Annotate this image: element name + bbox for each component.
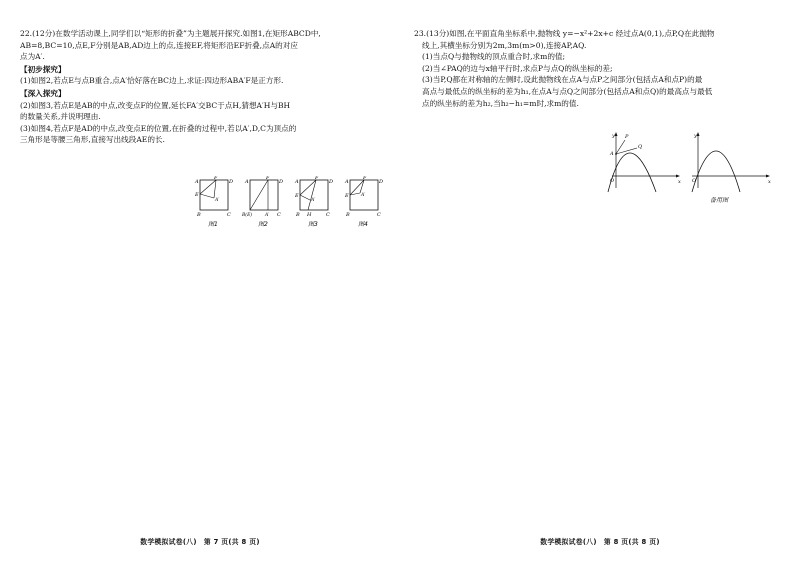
question-3-line2: 三角形是等腰三角形,直接写出线段AE的长. bbox=[20, 135, 165, 145]
section-initial-explore: 【初步探究】 bbox=[20, 64, 66, 74]
right-page-footer: 数学模拟试卷(八) 第 8 页(共 8 页) bbox=[540, 538, 660, 546]
fig1-label-B: B bbox=[197, 212, 201, 218]
main-label-Q: Q bbox=[638, 144, 643, 150]
fig3-label-C: C bbox=[326, 212, 330, 218]
right-page bbox=[400, 0, 800, 566]
figure-3 bbox=[294, 176, 333, 228]
problem-23-header: 23.(13分)如图,在平面直角坐标系中,抛物线 y=−x²+2x+c 经过点A(0,1),点P,Q在此抛物 bbox=[414, 29, 715, 38]
parabola-main-figure bbox=[608, 132, 681, 192]
section-deep-explore: 【深入探究】 bbox=[20, 88, 66, 98]
fig4-caption: 图4 bbox=[358, 221, 368, 228]
folding-figures bbox=[192, 176, 392, 232]
main-label-P: P bbox=[625, 134, 629, 140]
problem-22-line2: AB=8,BC=10,点E,F分别是AB,AD边上的点,连接EF,将矩形沿EF折叠,点A的对应 bbox=[20, 40, 298, 50]
parabola-figures bbox=[600, 130, 780, 206]
fig4-label-D: D bbox=[379, 179, 384, 185]
fig4-label-A-prime: A′ bbox=[361, 193, 366, 198]
figure-1 bbox=[194, 176, 233, 228]
question-2-line1: (2)如图3,若点E是AB的中点,改变点F的位置,延长FA′交BC于点H,猜想A′H与BH bbox=[20, 100, 291, 110]
main-label-O: O bbox=[610, 178, 615, 184]
spare-label-O: O bbox=[692, 178, 697, 184]
fig3-label-E: E bbox=[295, 193, 299, 199]
fig4-label-F: F bbox=[363, 176, 367, 181]
fig1-caption: 图1 bbox=[208, 221, 218, 228]
parabola-spare-figure bbox=[692, 132, 771, 204]
problem-22-line3: 点为A′. bbox=[20, 52, 45, 62]
fig3-label-A: A bbox=[295, 179, 299, 185]
fig1-label-A-prime: A′ bbox=[215, 198, 220, 203]
fig2-label-D: D bbox=[279, 179, 284, 185]
fig4-label-C: C bbox=[377, 212, 381, 218]
question-1: (1)如图2,若点E与点B重合,点A′恰好落在BC边上,求证:四边形ABA′F是正方形. bbox=[20, 76, 284, 86]
left-page-footer: 数学模拟试卷(八) 第 7 页(共 8 页) bbox=[140, 538, 260, 546]
spare-figure-caption: 备用图 bbox=[710, 197, 729, 204]
figure-2 bbox=[241, 176, 283, 228]
fig1-label-A: A bbox=[195, 179, 199, 185]
figure-4 bbox=[344, 176, 383, 228]
fig3-caption: 图3 bbox=[308, 221, 318, 228]
fig3-label-H: H bbox=[307, 212, 312, 218]
problem-23 bbox=[414, 28, 786, 109]
fig3-label-F: F bbox=[315, 176, 319, 181]
fig4-label-E: E bbox=[345, 193, 349, 199]
spare-label-x: x bbox=[768, 179, 771, 185]
fig1-label-F: F bbox=[214, 176, 218, 181]
main-label-y: y bbox=[612, 133, 615, 139]
question-2: (2)当∠PAQ的边与x轴平行时,求点P与点Q的纵坐标的差; bbox=[422, 63, 613, 73]
fig1-label-E: E bbox=[195, 192, 199, 198]
question-1: (1)当点Q与抛物线的顶点重合时,求m的值; bbox=[422, 52, 566, 62]
main-label-x: x bbox=[678, 179, 681, 185]
question-3-line2: 高点与最低点的纵坐标的差为h₁,在点A与点Q之间部分(包括点A和点Q)的最高点与最低 bbox=[422, 86, 713, 96]
question-3-line1: (3)如图4,若点F是AD的中点,改变点E的位置,在折叠的过程中,若以A′,D,C为顶点的 bbox=[20, 123, 297, 133]
fig2-label-A: A bbox=[245, 179, 249, 185]
fig2-label-BE: B(E) bbox=[242, 213, 253, 218]
question-2-line2: 的数量关系,并说明理由. bbox=[20, 112, 101, 122]
fig3-label-D: D bbox=[329, 179, 334, 185]
fig4-label-B: B bbox=[346, 212, 350, 218]
question-3-line1: (3)当P,Q都在对称轴的左侧时,设此抛物线在点A与点P之间部分(包括点A和点P)的最 bbox=[422, 75, 703, 85]
fig1-label-D: D bbox=[229, 179, 234, 185]
fig2-label-F: F bbox=[266, 176, 270, 181]
fig1-label-C: C bbox=[227, 212, 231, 218]
fig4-label-A: A bbox=[345, 179, 349, 185]
spare-label-y: y bbox=[694, 133, 697, 139]
fig3-label-A-prime: A′ bbox=[311, 198, 316, 203]
problem-22-header: 22.(12分)在数学活动课上,同学们以“矩形的折叠”为主题展开探究.如图1,在矩形ABCD中, bbox=[20, 29, 321, 38]
problem-22 bbox=[20, 28, 384, 146]
fig2-label-A-prime: A′ bbox=[265, 213, 270, 218]
fig2-label-C: C bbox=[277, 212, 281, 218]
problem-23-line2: 线上,其横坐标分别为2m,3m(m>0),连接AP,AQ. bbox=[422, 40, 587, 50]
fig3-label-B: B bbox=[296, 212, 300, 218]
fig2-caption: 图2 bbox=[258, 221, 268, 228]
main-label-A: A bbox=[610, 151, 614, 157]
question-3-line3: 点的纵坐标的差为h₂,当h₂−h₁=m时,求m的值. bbox=[422, 98, 579, 108]
